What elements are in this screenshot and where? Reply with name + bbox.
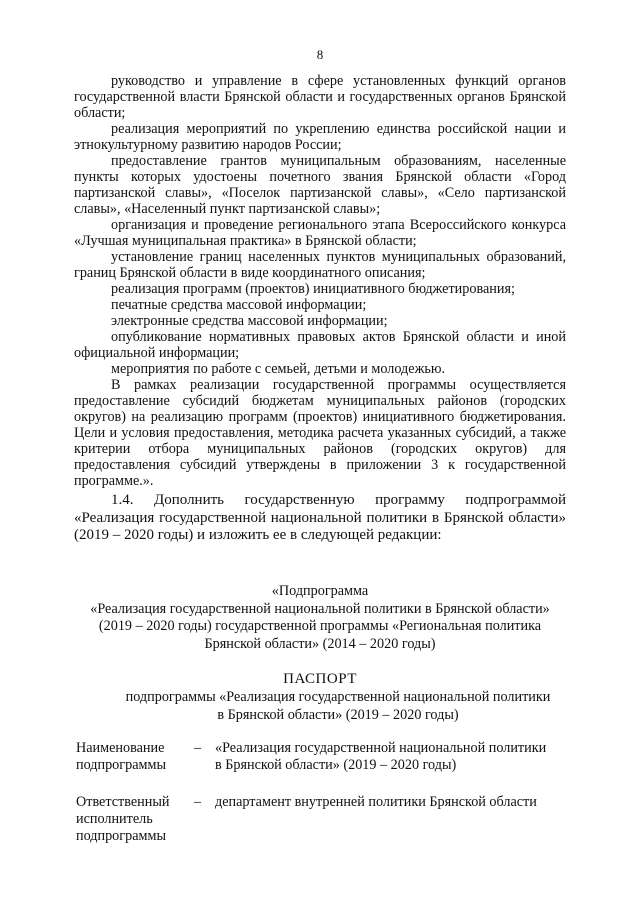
label-line: исполнитель [76, 811, 153, 827]
page-number: 8 [316, 47, 324, 62]
passport-row-label [76, 794, 186, 845]
label-line: подпрограммы [76, 828, 166, 844]
passport-row-value [215, 740, 567, 774]
paragraph: опубликование нормативных правовых актов Брянской области и иной официальной информации; [74, 329, 566, 361]
paragraph: мероприятия по работе с семьей, детьми и молодежью. [111, 361, 445, 377]
paragraph: реализация программ (проектов) инициативного бюджетирования; [111, 281, 515, 297]
passport-row-label [76, 740, 186, 774]
value-line: департамент внутренней политики Брянской области [215, 794, 537, 810]
label-line: Ответственный [76, 794, 170, 810]
subprogram-heading-line: «Реализация государственной национальной политики в Брянской области» [90, 600, 550, 617]
paragraph: печатные средства массовой информации; [111, 297, 367, 313]
paragraph: установление границ населенных пунктов муниципальных образований, границ Брянской области в виде координатного описания; [74, 249, 566, 281]
passport-subtitle-line: в Брянской области» (2019 – 2020 годы) [217, 706, 459, 723]
row-dash: – [194, 740, 202, 756]
subprogram-heading-line: (2019 – 2020 годы) государственной программы «Региональная политика [98, 618, 542, 634]
value-line: в Брянской области» (2019 – 2020 годы) [215, 757, 457, 773]
label-line: Наименование [76, 740, 165, 756]
row-dash: – [194, 794, 202, 810]
value-line: «Реализация государственной национальной политики [215, 740, 547, 756]
paragraph: предоставление грантов муниципальным образованиям, населенные пункты которых удостоены почетного звания Брянской области «Город партизанской славы», «Поселок партизанской славы», «Село партизанской славы», «Населенный пункт партизанской славы»; [74, 153, 566, 217]
document-body [74, 73, 566, 545]
passport-row-value [215, 794, 567, 811]
paragraph: В рамках реализации государственной программы осуществляется предоставление субсидий бюджетам муниципальных районов (городских округов) на реализацию программ (проектов) инициативного бюджетирования. Цели и условия предоставления, методика расчета указанных субсидий, а также критерии отбора муниципальных районов (городских округов) для предоставления субсидий утверждены в приложении 3 к государственной программе.». [74, 377, 566, 489]
passport-title: ПАСПОРТ [283, 671, 357, 687]
subprogram-heading-line: Брянской области» (2014 – 2020 годы) [204, 635, 436, 652]
paragraph: 1.4. Дополнить государственную программу подпрограммой «Реализация государственной национальной политики в Брянской области» (2019 – 2020 годы) и изложить ее в следующей редакции: [74, 492, 566, 543]
subprogram-heading-line: «Подпрограмма [271, 583, 369, 599]
passport-subtitle-line: подпрограммы «Реализация государственной национальной политики [125, 689, 551, 705]
paragraph: руководство и управление в сфере установленных функций органов государственной власти Брянской области и государственных органов Брянской области; [74, 73, 566, 121]
label-line: подпрограммы [76, 757, 166, 773]
paragraph: электронные средства массовой информации; [111, 313, 388, 329]
passport-subtitle [110, 689, 566, 724]
subprogram-heading [74, 583, 566, 653]
paragraph: организация и проведение регионального этапа Всероссийского конкурса «Лучшая муниципальная практика» в Брянской области; [74, 217, 566, 249]
paragraph: реализация мероприятий по укреплению единства российской нации и этнокультурному развитию народов России; [74, 121, 566, 153]
